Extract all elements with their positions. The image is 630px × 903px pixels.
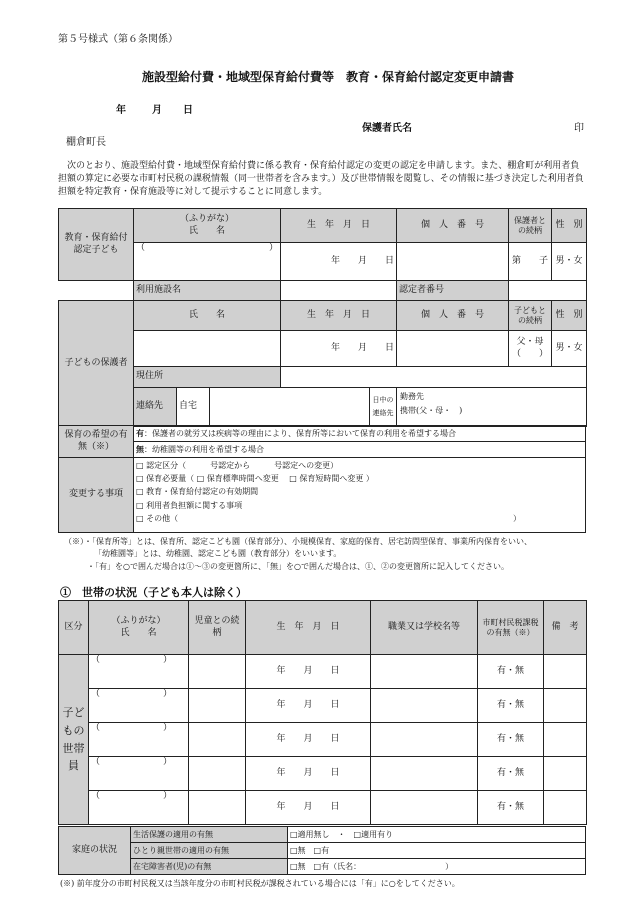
facility-label: 利用施設名	[134, 281, 281, 302]
wish-yes-option[interactable]: 有：保護者の就労又は疾病等の理由により、保育所等において保育の利用を希望する場合	[134, 426, 586, 442]
member-tax-cell[interactable]: 有・無	[478, 757, 544, 791]
address-input[interactable]	[281, 367, 587, 388]
form-number: 第５号様式（第６条関係）	[58, 34, 178, 45]
change-item[interactable]: □ 認定区分（ 号認定から 号認定への変更）	[136, 461, 339, 470]
guardian-sex-cell[interactable]: 男・女	[552, 331, 587, 367]
family-status-table	[58, 826, 586, 875]
member-tax-cell[interactable]: 有・無	[478, 655, 544, 689]
change-item[interactable]: □ 教育・保育給付認定の有効期間	[136, 487, 259, 497]
wish-no-option[interactable]: 無：幼稚園等の利用を希望する場合	[134, 442, 586, 458]
guardian-name-header: 氏 名	[134, 301, 281, 331]
member-job-cell[interactable]	[371, 791, 478, 825]
child-birth-header: 生 年 月 日	[281, 209, 397, 243]
member-relation-cell[interactable]	[189, 723, 246, 757]
child-personal-no-cell[interactable]	[397, 243, 509, 281]
child-table	[58, 208, 587, 302]
guardian-birth-header: 生 年 月 日	[281, 301, 397, 331]
wish-table	[58, 425, 586, 533]
guardian-personal-no-header: 個 人 番 号	[397, 301, 509, 331]
home-label: 自宅	[177, 388, 210, 426]
household-side-label: 子どもの世帯員	[59, 655, 89, 825]
member-job-cell[interactable]	[371, 757, 478, 791]
address-label: 現住所	[134, 367, 281, 388]
guardian-table	[58, 300, 587, 427]
member-name-header: （ふりがな） 氏 名	[89, 601, 189, 655]
member-relation-cell[interactable]	[189, 757, 246, 791]
footnote: (※) 前年度分の市町村民税又は当該年度分の市町村民税が課税されている場合には「有」に○をしてください。	[60, 879, 460, 888]
change-item[interactable]: □ その他（ ）	[136, 513, 521, 523]
daytime-contact-input[interactable]: 勤務先 携帯(父・母・ )	[400, 392, 463, 415]
change-items	[134, 458, 586, 533]
child-row-label: 教育・保育給付認定子ども	[59, 209, 134, 281]
guardian-relation-cell[interactable]: 父・母 （ ）	[509, 331, 552, 367]
child-relation-cell[interactable]: 第 子	[509, 243, 552, 281]
child-relation-header: 保護者との続柄	[509, 209, 552, 243]
intro-text: 次のとおり、施設型給付費・地域型保育給付費に係る教育・保育給付認定の変更の認定を申請します。また、棚倉町が利用者負担額の算定に必要な市町村民税の課税情報（同一世帯者を含みます。）及び世帯情報を閲覧し、その情報に基づき決定した利用者負担額を特定教育・保育施設等に対して提示することに同意します。	[58, 161, 584, 198]
household-table	[58, 600, 587, 825]
member-name-cell[interactable]: （ ）	[89, 689, 189, 723]
cert-no-input[interactable]	[509, 281, 587, 302]
date-day: 日	[183, 105, 193, 116]
member-tax-cell[interactable]: 有・無	[478, 723, 544, 757]
child-sex-header: 性 別	[552, 209, 587, 243]
home-phone-input[interactable]	[210, 388, 370, 426]
member-relation-cell[interactable]	[189, 655, 246, 689]
guardian-birth-cell[interactable]: 年 月 日	[281, 331, 397, 367]
member-name-cell[interactable]: （ ）	[89, 655, 189, 689]
member-tax-cell[interactable]: 有・無	[478, 791, 544, 825]
note-line-2: 「幼稚園等」とは、幼稚園、認定こども園（教育部分）をいいます。	[94, 549, 342, 558]
child-sex-cell[interactable]: 男・女	[552, 243, 587, 281]
member-name-cell[interactable]: （ ）	[89, 723, 189, 757]
contact-label: 連絡先	[134, 388, 177, 426]
seal-mark: 印	[574, 123, 584, 134]
member-remarks-cell[interactable]	[544, 791, 587, 825]
member-birth-cell[interactable]: 年 月 日	[246, 723, 371, 757]
member-remarks-cell[interactable]	[544, 655, 587, 689]
guardian-row-label: 子どもの保護者	[59, 301, 134, 427]
welfare-options[interactable]: □適用無し ・ □適用有り	[288, 827, 586, 843]
single-parent-label: ひとり親世帯の適用の有無	[131, 843, 288, 859]
note-line-1: （※）・「保育所等」とは、保育所、認定こども園（保育部分）、小規模保育、家庭的保育、居宅訪問型保育、事業所内保育をいい、	[64, 537, 532, 546]
household-heading: ① 世帯の状況（子ども本人は除く）	[60, 586, 247, 599]
guardian-name-label: 保護者氏名	[362, 123, 412, 134]
daytime-contact-label: 日中の連絡先	[370, 388, 397, 426]
guardian-name-cell[interactable]	[134, 331, 281, 367]
member-remarks-cell[interactable]	[544, 689, 587, 723]
change-item[interactable]: □ 利用者負担額に関する事項	[136, 500, 243, 510]
member-tax-header: 市町村民税課税の有無（※）	[478, 601, 544, 655]
member-birth-header: 生 年 月 日	[246, 601, 371, 655]
member-job-cell[interactable]	[371, 723, 478, 757]
disability-options[interactable]: □無 □有（氏名： ）	[288, 859, 586, 875]
family-status-label: 家庭の状況	[59, 827, 131, 875]
member-birth-cell[interactable]: 年 月 日	[246, 757, 371, 791]
category-header: 区分	[59, 601, 89, 655]
disability-label: 在宅障害者(児)の有無	[131, 859, 288, 875]
member-relation-header: 児童との続柄	[189, 601, 246, 655]
wish-label: 保育の希望の有無（※）	[59, 426, 134, 458]
member-job-cell[interactable]	[371, 689, 478, 723]
member-job-cell[interactable]	[371, 655, 478, 689]
member-name-cell[interactable]: （ ）	[89, 757, 189, 791]
note-line-3: ・「有」を○で囲んだ場合は①～③の変更箇所に、「無」を○で囲んだ場合は、①、②の変更箇所に記入してください。	[87, 562, 509, 571]
addressee: 棚倉町長	[66, 137, 106, 148]
welfare-label: 生活保護の適用の有無	[131, 827, 288, 843]
child-name-cell[interactable]: （ ）	[134, 243, 281, 281]
child-birth-cell[interactable]: 年 月 日	[281, 243, 397, 281]
member-remarks-header: 備 考	[544, 601, 587, 655]
guardian-sex-header: 性 別	[552, 301, 587, 331]
cert-no-label: 認定者番号	[397, 281, 509, 302]
member-relation-cell[interactable]	[189, 689, 246, 723]
member-birth-cell[interactable]: 年 月 日	[246, 655, 371, 689]
page-title: 施設型給付費・地域型保育給付費等 教育・保育給付認定変更申請書	[142, 70, 515, 84]
member-birth-cell[interactable]: 年 月 日	[246, 791, 371, 825]
member-remarks-cell[interactable]	[544, 723, 587, 757]
member-remarks-cell[interactable]	[544, 757, 587, 791]
member-job-header: 職業又は学校名等	[371, 601, 478, 655]
member-relation-cell[interactable]	[189, 791, 246, 825]
single-parent-options[interactable]: □無 □有	[288, 843, 586, 859]
member-tax-cell[interactable]: 有・無	[478, 689, 544, 723]
member-birth-cell[interactable]: 年 月 日	[246, 689, 371, 723]
change-label: 変更する事項	[59, 458, 134, 533]
date-month: 月	[152, 105, 162, 116]
facility-input[interactable]	[281, 281, 397, 302]
date-year: 年	[116, 105, 126, 116]
contact-row	[134, 388, 587, 427]
member-name-cell[interactable]: （ ）	[89, 791, 189, 825]
guardian-personal-no-cell[interactable]	[397, 331, 509, 367]
child-name-header: （ふりがな） 氏 名	[134, 209, 281, 243]
change-item[interactable]: □ 保育必要量（ □ 保育標準時間へ変更 □ 保育短時間へ変更 ）	[136, 474, 374, 484]
child-personal-no-header: 個 人 番 号	[397, 209, 509, 243]
guardian-relation-header: 子どもとの続柄	[509, 301, 552, 331]
